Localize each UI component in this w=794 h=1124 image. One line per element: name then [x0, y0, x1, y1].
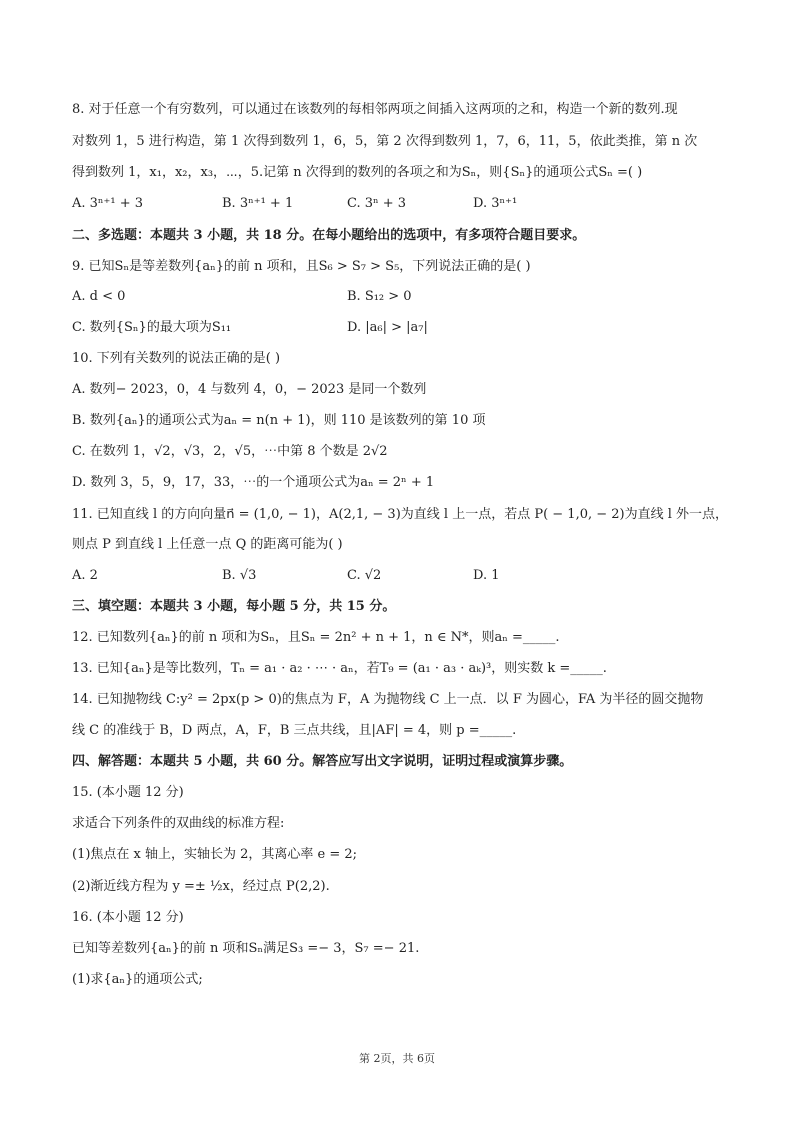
q8-option-a: A. 3ⁿ⁺¹ + 3 — [72, 196, 144, 211]
q8-line-2: 对数列 1，5 进行构造，第 1 次得到数列 1，6，5，第 2 次得到数列 1，7，6，11，5，依此类推，第 n 次 — [72, 134, 698, 149]
q14-line-1: 14. 已知抛物线 C:y² = 2px(p > 0)的焦点为 F，A 为抛物线 C 上一点．以 F 为圆心，FA 为半径的圆交抛物 — [72, 692, 704, 707]
q15-part-2: (2)渐近线方程为 y =± ½x，经过点 P(2,2). — [72, 879, 330, 894]
q15-part-1: (1)焦点在 x 轴上，实轴长为 2，其离心率 e = 2; — [72, 847, 358, 862]
q10-option-a: A. 数列− 2023，0，4 与数列 4，0，− 2023 是同一个数列 — [72, 382, 427, 397]
q11-option-d: D. 1 — [473, 568, 500, 583]
q8-option-d: D. 3ⁿ⁺¹ — [473, 196, 518, 211]
q11-option-b: B. √3 — [222, 568, 257, 583]
section-3-heading: 三、填空题：本题共 3 小题，每小题 5 分，共 15 分。 — [72, 599, 396, 614]
q9-stem: 9. 已知Sₙ是等差数列{aₙ}的前 n 项和，且S₆ > S₇ > S₅，下列说法正确的是( ) — [72, 259, 531, 274]
q11-line-2: 则点 P 到直线 l 上任意一点 Q 的距离可能为( ) — [72, 537, 343, 552]
q8-line-1: 8. 对于任意一个有穷数列，可以通过在该数列的每相邻两项之间插入这两项的之和，构造一个新的数列.现 — [72, 102, 678, 117]
q9-option-b: B. S₁₂ > 0 — [347, 289, 412, 304]
q8-line-3: 得到数列 1，x₁，x₂，x₃，⋯，5.记第 n 次得到的数列的各项之和为Sₙ，则{Sₙ}的通项公式Sₙ =( ) — [72, 165, 643, 180]
q11-option-a: A. 2 — [72, 568, 98, 583]
page-number-footer: 第 2页，共 6页 — [359, 1052, 435, 1065]
q10-stem: 10. 下列有关数列的说法正确的是( ) — [72, 351, 281, 366]
q9-option-d: D. |a₆| > |a₇| — [347, 320, 428, 335]
q10-option-d: D. 数列 3，5，9，17，33，⋯的一个通项公式为aₙ = 2ⁿ + 1 — [72, 475, 435, 490]
q8-option-c: C. 3ⁿ + 3 — [347, 196, 407, 211]
q10-option-b: B. 数列{aₙ}的通项公式为aₙ = n(n + 1)，则 110 是该数列的第 10 项 — [72, 413, 486, 428]
section-4-heading: 四、解答题：本题共 5 小题，共 60 分。解答应写出文字说明，证明过程或演算步骤。 — [72, 754, 573, 769]
q11-line-1: 11. 已知直线 l 的方向向量n⃗ = (1,0, − 1)，A(2,1, − 3)为直线 l 上一点，若点 P( − 1,0, − 2)为直线 l 外一点， — [72, 507, 729, 522]
q10-option-c: C. 在数列 1，√2，√3，2，√5，⋯中第 8 个数是 2√2 — [72, 444, 388, 459]
q8-option-b: B. 3ⁿ⁺¹ + 1 — [222, 196, 294, 211]
q15-title: 15. (本小题 12 分) — [72, 785, 184, 800]
q11-option-c: C. √2 — [347, 568, 382, 583]
q14-line-2: 线 C 的准线于 B，D 两点，A，F，B 三点共线，且|AF| = 4，则 p =_____. — [72, 723, 517, 738]
q15-intro: 求适合下列条件的双曲线的标准方程: — [72, 816, 285, 831]
q16-part-1: (1)求{aₙ}的通项公式; — [72, 972, 203, 987]
q12-stem: 12. 已知数列{aₙ}的前 n 项和为Sₙ，且Sₙ = 2n² + n + 1，n ∈ N*，则aₙ =_____. — [72, 630, 560, 645]
section-2-heading: 二、多选题：本题共 3 小题，共 18 分。在每小题给出的选项中，有多项符合题目要求。 — [72, 228, 586, 243]
q9-option-c: C. 数列{Sₙ}的最大项为S₁₁ — [72, 320, 232, 335]
q16-intro: 已知等差数列{aₙ}的前 n 项和Sₙ满足S₃ =− 3，S₇ =− 21. — [72, 941, 420, 956]
q9-option-a: A. d < 0 — [72, 289, 126, 304]
q16-title: 16. (本小题 12 分) — [72, 910, 184, 925]
q13-stem: 13. 已知{aₙ}是等比数列，Tₙ = a₁ · a₂ · ⋯ · aₙ，若T₉ = (a₁ · a₃ · aₖ)³，则实数 k =_____. — [72, 661, 607, 676]
